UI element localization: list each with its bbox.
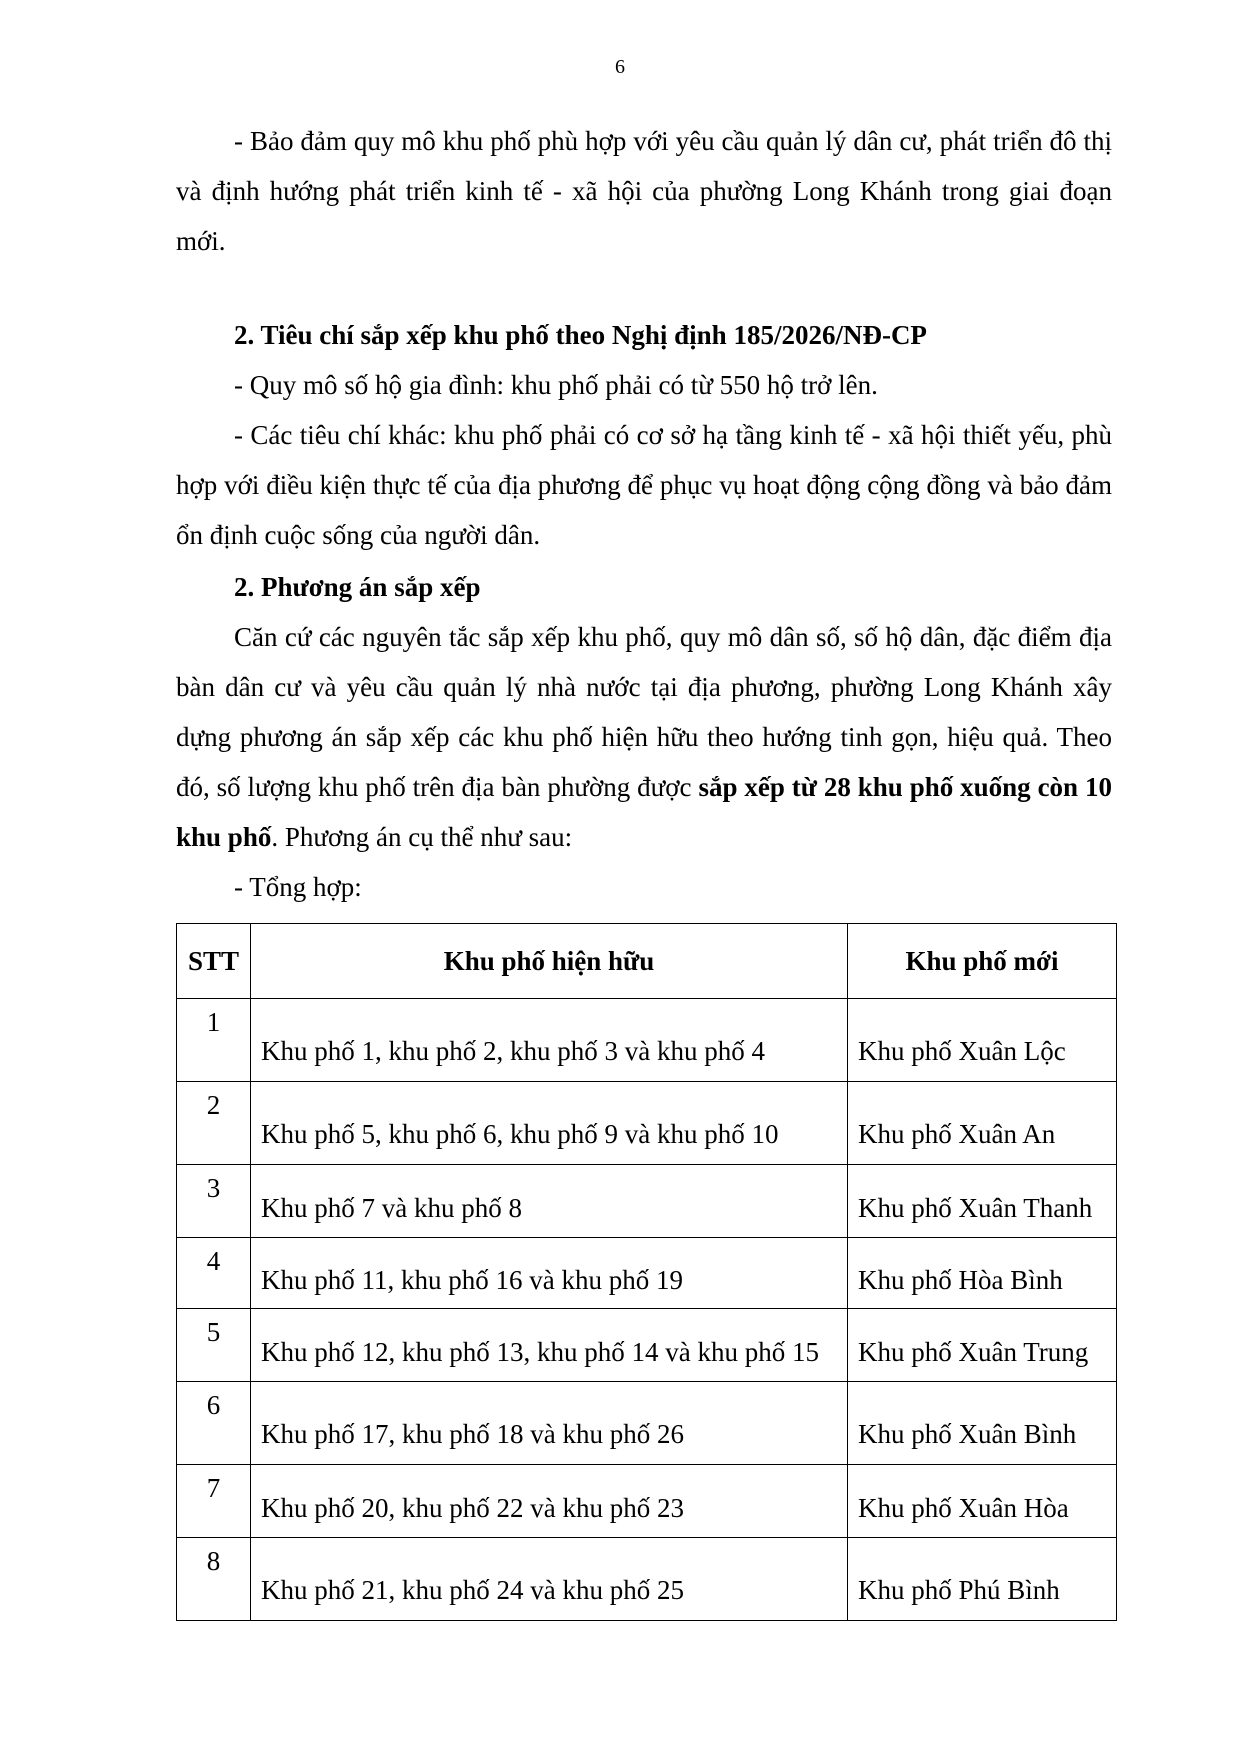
cell-stt: 6 (177, 1382, 251, 1465)
cell-stt: 8 (177, 1538, 251, 1621)
plan-text-start: Căn cứ các nguyên tắc sắp xếp khu phố, quy mô dân số, số hộ dân, đặc điểm địa bàn dân cư và yêu cầu quản lý nhà nước tại địa phương, phường Long Khánh xây dựng phương án sắp xếp các khu phố hiện hữu theo hướng tinh gọn, hiệu quả. Theo đó, số lượng khu phố trên địa bàn phường được (176, 622, 1112, 802)
header-stt: STT (177, 924, 251, 999)
section-heading-criteria: 2. Tiêu chí sắp xếp khu phố theo Nghị định 185/2026/NĐ-CP (234, 320, 927, 350)
cell-stt: 2 (177, 1082, 251, 1165)
table-row (177, 999, 1117, 1082)
cell-stt: 3 (177, 1165, 251, 1238)
table-row (177, 1165, 1117, 1238)
cell-new: Khu phố Xuân Thanh (848, 1165, 1117, 1238)
cell-existing: Khu phố 1, khu phố 2, khu phố 3 và khu phố 4 (251, 999, 848, 1082)
cell-new: Khu phố Xuân An (848, 1082, 1117, 1165)
cell-new: Khu phố Hòa Bình (848, 1238, 1117, 1309)
cell-stt: 4 (177, 1238, 251, 1309)
table-row (177, 1082, 1117, 1165)
cell-existing: Khu phố 21, khu phố 24 và khu phố 25 (251, 1538, 848, 1621)
table-row (177, 1309, 1117, 1382)
table-row (177, 1238, 1117, 1309)
cell-new: Khu phố Xuân Hòa (848, 1465, 1117, 1538)
cell-existing: Khu phố 20, khu phố 22 và khu phố 23 (251, 1465, 848, 1538)
header-new: Khu phố mới (848, 924, 1117, 999)
paragraph-other-criteria: - Các tiêu chí khác: khu phố phải có cơ sở hạ tầng kinh tế - xã hội thiết yếu, phù hợp với điều kiện thực tế của địa phương để phục vụ hoạt động cộng đồng và bảo đảm ổn định cuộc sống của người dân. (176, 420, 1112, 550)
paragraph-plan-description (176, 612, 1112, 862)
cell-existing: Khu phố 7 và khu phố 8 (251, 1165, 848, 1238)
cell-existing: Khu phố 5, khu phố 6, khu phố 9 và khu phố 10 (251, 1082, 848, 1165)
header-existing: Khu phố hiện hữu (251, 924, 848, 999)
table-row (177, 1538, 1117, 1621)
paragraph-summary-label: - Tổng hợp: (234, 872, 362, 902)
cell-new: Khu phố Xuân Bình (848, 1382, 1117, 1465)
paragraph-scale-requirement: - Bảo đảm quy mô khu phố phù hợp với yêu cầu quản lý dân cư, phát triển đô thị và định hướng phát triển kinh tế - xã hội của phường Long Khánh trong giai đoạn mới. (176, 126, 1112, 256)
neighborhood-table (176, 923, 1117, 1621)
table-header-row (177, 924, 1117, 999)
plan-text-end: . Phương án cụ thể như sau: (271, 822, 573, 852)
cell-new: Khu phố Phú Bình (848, 1538, 1117, 1621)
cell-stt: 5 (177, 1309, 251, 1382)
cell-existing: Khu phố 12, khu phố 13, khu phố 14 và khu phố 15 (251, 1309, 848, 1382)
page-number: 6 (615, 56, 625, 78)
table-row (177, 1382, 1117, 1465)
plan-text-emphasis: sắp xếp từ 28 khu phố xuống còn 10 khu phố (176, 772, 1112, 852)
table-row (177, 1465, 1117, 1538)
section-heading-plan: 2. Phương án sắp xếp (234, 572, 481, 602)
cell-new: Khu phố Xuân Lộc (848, 999, 1117, 1082)
paragraph-household-scale: - Quy mô số hộ gia đình: khu phố phải có từ 550 hộ trở lên. (234, 370, 878, 400)
cell-stt: 7 (177, 1465, 251, 1538)
cell-existing: Khu phố 17, khu phố 18 và khu phố 26 (251, 1382, 848, 1465)
cell-stt: 1 (177, 999, 251, 1082)
cell-existing: Khu phố 11, khu phố 16 và khu phố 19 (251, 1238, 848, 1309)
cell-new: Khu phố Xuân Trung (848, 1309, 1117, 1382)
document-body (176, 116, 1112, 912)
